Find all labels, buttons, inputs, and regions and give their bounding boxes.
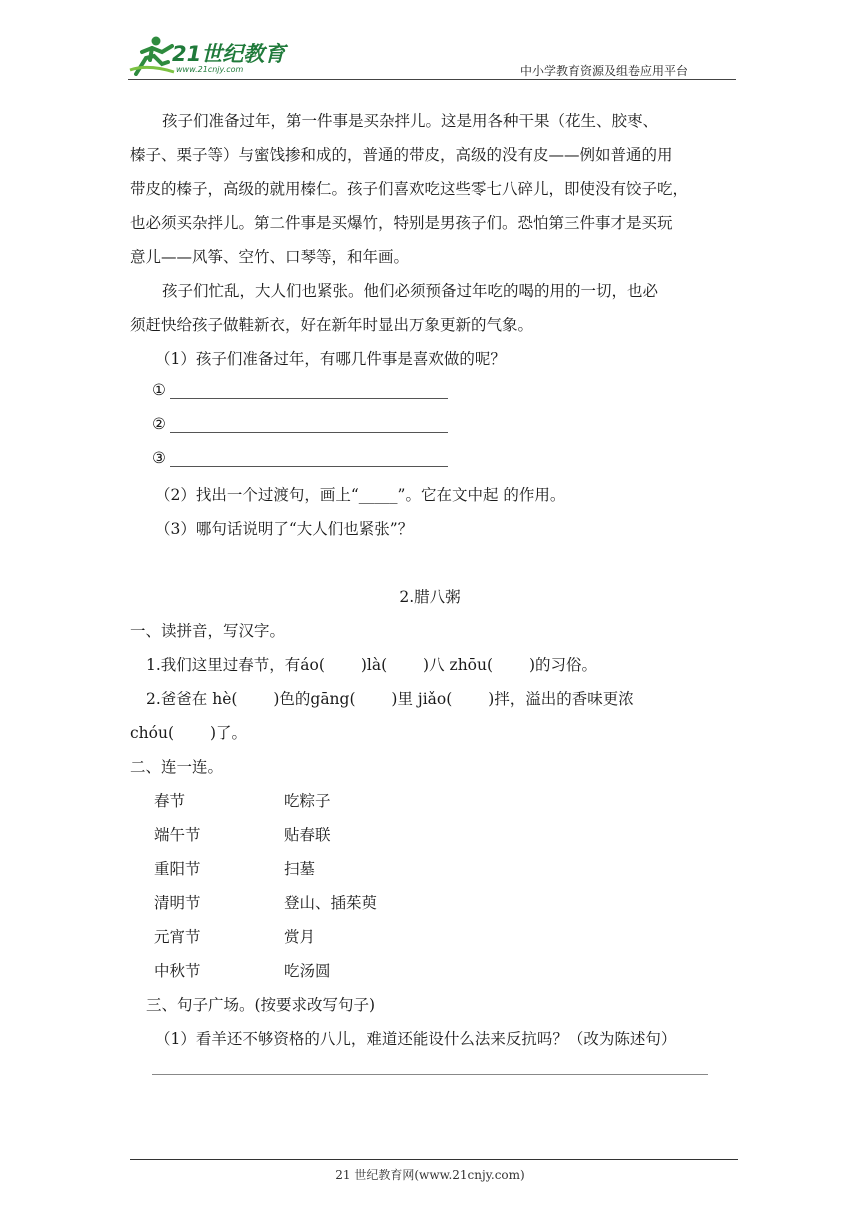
match-left-item[interactable]: 清明节 xyxy=(154,894,201,912)
section-title: 2.腊八粥 xyxy=(399,588,461,606)
pinyin-item-2-cont: chóu( )了。 xyxy=(130,724,247,742)
answer-mark-1: ① xyxy=(152,381,166,399)
match-right-item[interactable]: 贴春联 xyxy=(284,826,331,844)
passage-line: 须赶快给孩子做鞋新衣，好在新年时显出万象更新的气象。 xyxy=(130,316,534,334)
answer-mark-3: ③ xyxy=(152,449,166,467)
pinyin-item-1: 1.我们这里过春节，有áo( )là( )八 zhōu( )的习俗。 xyxy=(146,656,598,674)
question-2: （2）找出一个过渡句，画上“_____”。它在文中起 的作用。 xyxy=(155,486,566,504)
logo-text: 21世纪教育 xyxy=(172,42,286,66)
question-1: （1）孩子们准备过年，有哪几件事是喜欢做的呢？ xyxy=(155,350,506,368)
answer-blank-rewrite[interactable] xyxy=(152,1074,708,1075)
passage-line: 意儿——风筝、空竹、口琴等，和年画。 xyxy=(130,248,410,266)
answer-mark-2: ② xyxy=(152,415,166,433)
match-left-item[interactable]: 重阳节 xyxy=(154,860,201,878)
match-left-item[interactable]: 春节 xyxy=(154,792,186,810)
runner-icon xyxy=(128,34,176,76)
passage-line: 也必须买杂拌儿。第二件事是买爆竹，特别是男孩子们。恐怕第三件事才是买玩 xyxy=(130,214,673,232)
pinyin-item-2: 2.爸爸在 hè( )色的gāng( )里 jiǎo( )拌，溢出的香味更浓 xyxy=(146,690,634,708)
passage-line: 榛子、栗子等）与蜜饯掺和成的，普通的带皮，高级的没有皮——例如普通的用 xyxy=(130,146,673,164)
answer-blank-3[interactable] xyxy=(170,466,448,467)
passage-line: 带皮的榛子，高级的就用榛仁。孩子们喜欢吃这些零七八碎儿，即使没有饺子吃， xyxy=(130,180,689,198)
logo-url: www.21cnjy.com xyxy=(176,65,244,74)
match-right-item[interactable]: 登山、插茱萸 xyxy=(284,894,378,912)
match-right-item[interactable]: 吃汤圆 xyxy=(284,962,331,980)
footer-divider xyxy=(130,1159,738,1160)
answer-blank-1[interactable] xyxy=(170,398,448,399)
part-2-heading: 二、连一连。 xyxy=(130,758,224,776)
header-divider xyxy=(128,79,736,80)
question-3: （3）哪句话说明了“大人们也紧张”？ xyxy=(155,520,414,538)
match-right-item[interactable]: 扫墓 xyxy=(284,860,316,878)
passage-line: 孩子们准备过年，第一件事是买杂拌儿。这是用各种干果（花生、胶枣、 xyxy=(162,112,659,130)
match-left-item[interactable]: 元宵节 xyxy=(154,928,201,946)
match-left-item[interactable]: 中秋节 xyxy=(154,962,201,980)
part-3-heading: 三、句子广场。(按要求改写句子) xyxy=(146,996,376,1014)
passage-line: 孩子们忙乱，大人们也紧张。他们必须预备过年吃的喝的用的一切，也必 xyxy=(162,282,659,300)
match-right-item[interactable]: 赏月 xyxy=(284,928,316,946)
match-left-item[interactable]: 端午节 xyxy=(154,826,201,844)
part-1-heading: 一、读拼音，写汉字。 xyxy=(130,622,286,640)
header-platform-name: 中小学教育资源及组卷应用平台 xyxy=(520,64,689,78)
footer-text: 21 世纪教育网(www.21cnjy.com) xyxy=(335,1168,525,1182)
answer-blank-2[interactable] xyxy=(170,432,448,433)
match-right-item[interactable]: 吃粽子 xyxy=(284,792,331,810)
part-3-question-1: （1）看羊还不够资格的八儿，难道还能设什么法来反抗吗？（改为陈述句） xyxy=(155,1030,677,1048)
